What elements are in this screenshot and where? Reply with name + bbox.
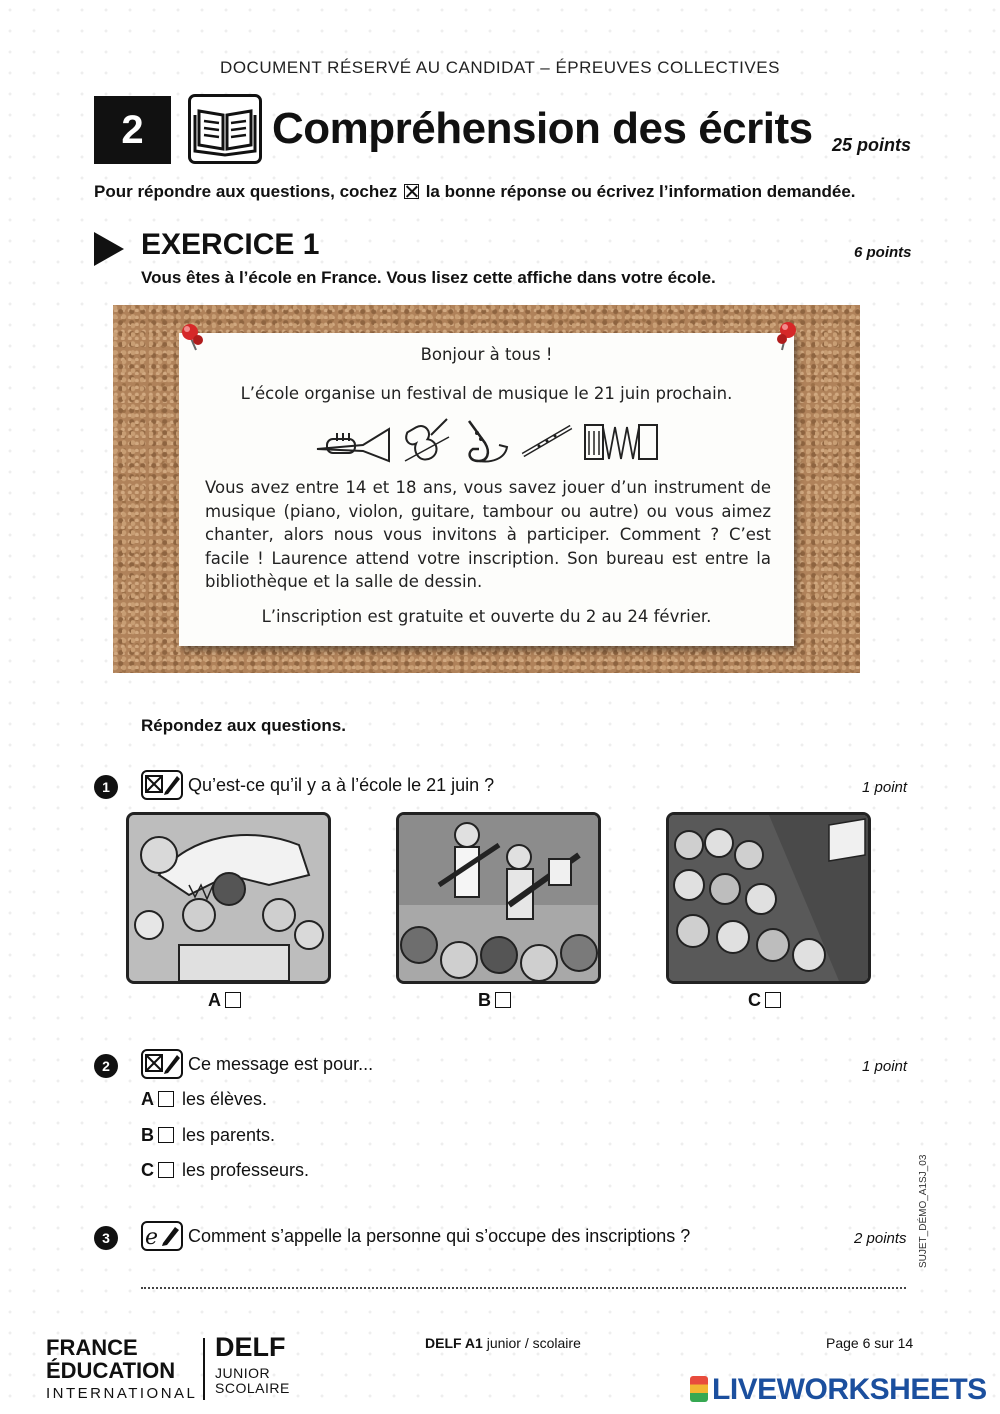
instructions-after: la bonne réponse ou écrivez l’information demandée. xyxy=(425,182,856,201)
exercise-intro: Vous êtes à l’école en France. Vous lisez cette affiche dans votre école. xyxy=(141,268,716,287)
checkbox[interactable] xyxy=(158,1162,174,1178)
poster-announcement: L’école organise un festival de musique le 21 juin prochain. xyxy=(240,384,733,403)
trumpet-icon xyxy=(313,421,393,463)
question-number: 2 xyxy=(94,1054,118,1078)
cinema-audience-illustration[interactable] xyxy=(666,812,871,984)
write-pen-icon xyxy=(141,1221,183,1251)
question-points: 1 point xyxy=(862,1058,908,1075)
checkbox[interactable] xyxy=(765,992,781,1008)
exam-variant: junior / scolaire xyxy=(486,1335,581,1351)
poster-greeting: Bonjour à tous ! xyxy=(420,345,553,364)
document-banner: DOCUMENT RÉSERVÉ AU CANDIDAT – ÉPREUVES COLLECTIVES xyxy=(220,58,780,77)
museum-visit-illustration[interactable] xyxy=(126,812,331,984)
instructions xyxy=(94,182,856,202)
question-number: 1 xyxy=(94,775,118,799)
logo-line-1: FRANCE xyxy=(46,1335,138,1360)
page-number: Page 6 sur 14 xyxy=(826,1335,914,1351)
logo-line-3: INTERNATIONAL xyxy=(46,1385,198,1402)
question-points: 2 points xyxy=(854,1230,907,1247)
option-text: les parents. xyxy=(182,1125,276,1145)
option-text: les élèves. xyxy=(182,1089,268,1109)
checkbox-pen-icon xyxy=(141,770,183,800)
exam-label xyxy=(425,1335,581,1351)
flute-icon xyxy=(519,423,575,459)
exam-level: DELF A1 xyxy=(425,1335,483,1351)
footer-divider xyxy=(203,1338,205,1400)
choice-b xyxy=(478,990,511,1011)
question-points: 1 point xyxy=(862,779,908,796)
choice-label: B xyxy=(478,990,491,1010)
option-label: B xyxy=(141,1125,154,1145)
option-a xyxy=(141,1089,267,1110)
page-title: Compréhension des écrits xyxy=(272,104,813,153)
checkbox[interactable] xyxy=(225,992,241,1008)
option-label: A xyxy=(141,1089,154,1109)
delf-sub-2: SCOLAIRE xyxy=(215,1380,290,1396)
choice-c xyxy=(748,990,781,1011)
choice-label: C xyxy=(748,990,761,1010)
poster-paper xyxy=(179,333,794,646)
red-pushpin-icon xyxy=(768,318,804,354)
liveworksheets-watermark xyxy=(690,1373,987,1407)
saxophone-icon xyxy=(459,417,511,465)
section-number: 2 xyxy=(94,96,171,164)
delf-sub-1: JUNIOR xyxy=(215,1365,271,1381)
checkbox-pen-icon xyxy=(141,1049,183,1079)
concert-illustration[interactable] xyxy=(396,812,601,984)
red-pushpin-icon xyxy=(176,320,212,356)
checkbox[interactable] xyxy=(495,992,511,1008)
answer-line[interactable] xyxy=(141,1287,906,1289)
checkbox[interactable] xyxy=(158,1127,174,1143)
instrument-row xyxy=(313,417,663,467)
question-text: Comment s’appelle la personne qui s’occupe des inscriptions ? xyxy=(188,1226,691,1246)
question-number: 3 xyxy=(94,1226,118,1250)
exercise-points: 6 points xyxy=(854,244,912,261)
option-label: C xyxy=(141,1160,154,1180)
svg-text:e: e xyxy=(145,1225,159,1249)
option-c xyxy=(141,1160,309,1181)
delf-logo: DELF xyxy=(215,1332,286,1362)
delf-subtitle xyxy=(215,1366,290,1396)
accordion-icon xyxy=(581,421,661,463)
exercise-title: EXERCICE 1 xyxy=(141,228,320,261)
question-text: Ce message est pour... xyxy=(188,1054,374,1074)
option-text: les professeurs. xyxy=(182,1160,310,1180)
question-text: Qu’est-ce qu’il y a à l’école le 21 juin ? xyxy=(188,775,495,795)
option-b xyxy=(141,1125,275,1146)
questions-prompt: Répondez aux questions. xyxy=(141,716,346,735)
open-book-icon xyxy=(188,94,262,164)
document-code: SUJET_DÉMO_A1SJ_03 xyxy=(918,1154,929,1268)
poster-closing: L’inscription est gratuite et ouverte du 2 au 24 février. xyxy=(261,607,712,626)
instructions-before: Pour répondre aux questions, cochez xyxy=(94,182,398,201)
poster-body: Vous avez entre 14 et 18 ans, vous savez jouer d’un instrument de musique (piano, violon, guitare, tambour ou autre) ou vous aimez chanter, alors nous vous invitons à participer. Comment ? C’est facile ! Laurence attend votre inscription. Son bureau est entre la bibliothèque et la salle de dessin. xyxy=(205,478,771,591)
liveworksheets-logo-icon xyxy=(690,1376,708,1402)
section-points: 25 points xyxy=(832,135,912,155)
checkbox[interactable] xyxy=(158,1091,174,1107)
choice-label: A xyxy=(208,990,221,1010)
france-education-logo xyxy=(46,1336,197,1405)
watermark-text: LIVEWORKSHEETS xyxy=(712,1373,987,1406)
choice-a xyxy=(208,990,241,1011)
checked-box-icon xyxy=(404,184,419,199)
logo-line-2: ÉDUCATION xyxy=(46,1358,176,1383)
violin-icon xyxy=(401,417,453,465)
play-triangle-icon xyxy=(94,232,124,266)
